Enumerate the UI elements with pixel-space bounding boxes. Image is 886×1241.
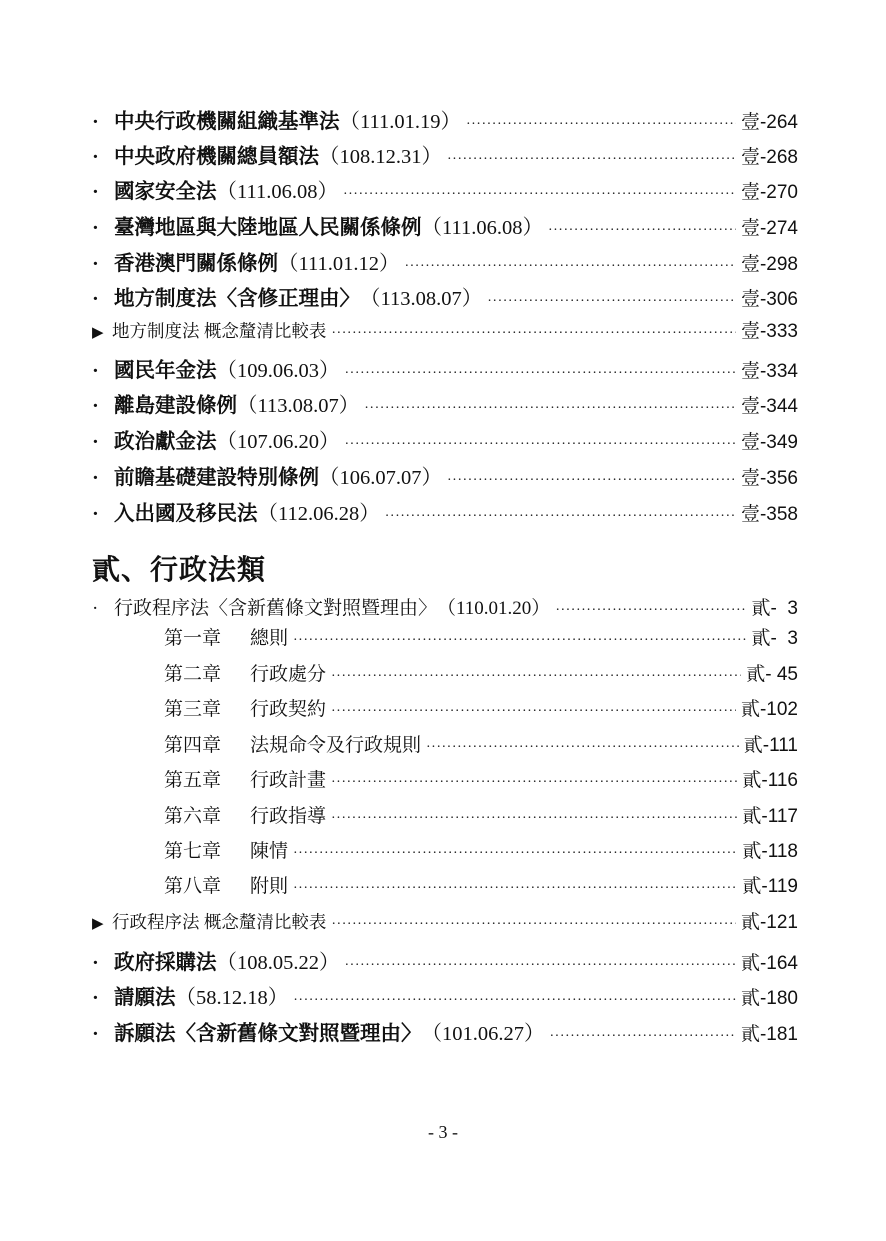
dot-leader xyxy=(331,670,741,684)
dot-leader xyxy=(548,224,736,238)
entry-date: （58.12.18） xyxy=(175,987,289,1009)
chapter-page: 貳-117 xyxy=(742,806,798,827)
entry-date: （113.08.07） xyxy=(237,395,360,417)
dot-leader xyxy=(385,510,736,524)
chapter-page: 貳-102 xyxy=(740,699,798,720)
entry-page: 壹-268 xyxy=(740,147,798,168)
dot-leader xyxy=(293,994,736,1008)
dot-leader xyxy=(426,741,739,755)
dot-leader xyxy=(404,260,735,274)
dot-leader xyxy=(447,153,736,167)
bullet-mark: · xyxy=(92,1023,99,1045)
chapter-page: 貳-119 xyxy=(742,876,798,897)
entry-title: 中央政府機關總員額法 xyxy=(114,146,319,168)
triangle-marker-icon: ▶ xyxy=(92,916,104,932)
entry-title: 行政程序法〈含新舊條文對照暨理由〉 xyxy=(114,598,438,619)
concept-table-entry[interactable] xyxy=(92,322,798,341)
toc-entry[interactable] xyxy=(92,1024,798,1045)
entry-title: 臺灣地區與大陸地區人民關係條例 xyxy=(114,217,422,239)
entry-title: 入出國及移民法 xyxy=(114,503,258,525)
dot-leader xyxy=(487,295,736,309)
entry-date: （108.05.22） xyxy=(216,952,340,974)
section-heading: 貳、行政法類 xyxy=(92,555,267,586)
entry-date: （111.06.08） xyxy=(216,181,338,203)
entry-page: 貳-181 xyxy=(740,1024,798,1045)
concept-table-entry[interactable] xyxy=(92,913,798,932)
dot-leader xyxy=(345,959,736,973)
entry-date: （101.06.27） xyxy=(421,1023,545,1045)
dot-leader xyxy=(331,812,737,826)
chapter-entry[interactable] xyxy=(164,842,798,861)
chapter-entry[interactable] xyxy=(164,629,798,648)
entry-page: 壹-334 xyxy=(740,361,798,382)
toc-entry[interactable] xyxy=(92,988,798,1009)
entry-title: 前瞻基礎建設特別條例 xyxy=(114,467,319,489)
entry-page: 壹-306 xyxy=(740,289,798,310)
toc-entry[interactable] xyxy=(92,218,798,239)
chapter-entry[interactable] xyxy=(164,771,798,790)
chapter-number: 第一章 xyxy=(164,628,222,649)
entry-title: 請願法 xyxy=(114,987,176,1009)
bullet-mark: · xyxy=(92,987,99,1009)
bullet-mark: · xyxy=(92,111,99,133)
entry-title: 國民年金法 xyxy=(114,360,217,382)
page-number: - 3 - xyxy=(428,1122,458,1142)
entry-date: （109.06.03） xyxy=(216,360,340,382)
chapter-name: 行政契約 xyxy=(250,699,327,720)
entry-page: 壹-358 xyxy=(740,504,798,525)
dot-leader xyxy=(345,438,736,452)
dot-leader xyxy=(466,118,736,132)
entry-title: 政府採購法 xyxy=(114,952,217,974)
chapter-number: 第八章 xyxy=(164,876,222,897)
toc-entry[interactable] xyxy=(92,432,798,453)
chapter-entry[interactable] xyxy=(164,700,798,719)
bullet-mark: · xyxy=(92,467,99,489)
entry-date: （111.01.19） xyxy=(339,111,461,133)
chapter-name: 附則 xyxy=(250,876,289,897)
chapter-entry[interactable] xyxy=(164,877,798,896)
toc-entry[interactable] xyxy=(92,289,798,310)
bullet-mark: · xyxy=(92,253,99,275)
bullet-mark: · xyxy=(92,598,99,619)
chapter-page: 貳-116 xyxy=(742,770,798,791)
dot-leader xyxy=(555,604,746,618)
bullet-mark: · xyxy=(92,181,99,203)
entry-page: 貳-180 xyxy=(740,988,798,1009)
dot-leader xyxy=(331,705,736,719)
toc-entry[interactable] xyxy=(92,147,798,168)
chapter-name: 法規命令及行政規則 xyxy=(250,735,422,756)
dot-leader xyxy=(343,188,736,202)
toc-entry[interactable] xyxy=(92,112,798,133)
entry-page: 貳-164 xyxy=(740,953,798,974)
toc-entry[interactable] xyxy=(92,361,798,382)
entry-title: 地方制度法 概念釐清比較表 xyxy=(112,321,327,341)
entry-title: 地方制度法〈含修正理由〉 xyxy=(114,288,360,310)
entry-page: 壹-349 xyxy=(740,432,798,453)
chapter-name: 總則 xyxy=(250,628,289,649)
chapter-number: 第五章 xyxy=(164,770,222,791)
bullet-mark: · xyxy=(92,288,99,310)
toc-entry[interactable] xyxy=(92,468,798,489)
chapter-page: 貳-111 xyxy=(743,735,798,756)
chapter-number: 第七章 xyxy=(164,841,222,862)
entry-page: 壹-264 xyxy=(740,112,798,133)
toc-entry[interactable] xyxy=(92,254,798,275)
dot-leader xyxy=(345,367,736,381)
chapter-name: 行政計畫 xyxy=(250,770,327,791)
toc-entry[interactable] xyxy=(92,953,798,974)
entry-date: （108.12.31） xyxy=(319,146,442,168)
bullet-mark: · xyxy=(92,431,99,453)
chapter-name: 陳情 xyxy=(250,841,289,862)
entry-date: （111.01.12） xyxy=(278,253,400,275)
entry-title: 香港澳門關係條例 xyxy=(114,253,278,275)
entry-date: （106.07.07） xyxy=(319,467,442,489)
chapter-name: 行政處分 xyxy=(250,664,327,685)
entry-page: 壹-344 xyxy=(740,396,798,417)
toc-entry[interactable] xyxy=(92,599,798,618)
dot-leader xyxy=(293,847,737,861)
dot-leader xyxy=(447,474,736,488)
chapter-number: 第四章 xyxy=(164,735,222,756)
entry-date: （112.06.28） xyxy=(257,503,380,525)
entry-page: 貳- 3 xyxy=(751,598,798,619)
entry-title: 政治獻金法 xyxy=(114,431,217,453)
entry-date: （111.06.08） xyxy=(421,217,543,239)
entry-title: 國家安全法 xyxy=(114,181,217,203)
chapter-entry[interactable] xyxy=(164,807,798,826)
entry-date: （107.06.20） xyxy=(216,431,340,453)
chapter-entry[interactable] xyxy=(164,665,798,684)
toc-entry[interactable] xyxy=(92,182,798,203)
dot-leader xyxy=(331,918,736,932)
chapter-number: 第三章 xyxy=(164,699,222,720)
bullet-mark: · xyxy=(92,146,99,168)
dot-leader xyxy=(364,402,736,416)
chapter-number: 第二章 xyxy=(164,664,222,685)
bullet-mark: · xyxy=(92,395,99,417)
entry-page: 壹-270 xyxy=(740,182,798,203)
entry-title: 離島建設條例 xyxy=(114,395,237,417)
dot-leader xyxy=(293,634,747,648)
dot-leader xyxy=(331,327,736,341)
toc-entry[interactable] xyxy=(92,504,798,525)
chapter-page: 貳- 45 xyxy=(746,664,798,685)
entry-title: 訴願法〈含新舊條文對照暨理由〉 xyxy=(114,1023,422,1045)
bullet-mark: · xyxy=(92,503,99,525)
bullet-mark: · xyxy=(92,952,99,974)
entry-title: 行政程序法 概念釐清比較表 xyxy=(112,912,327,932)
triangle-marker-icon: ▶ xyxy=(92,325,104,341)
chapter-number: 第六章 xyxy=(164,806,222,827)
toc-entry[interactable] xyxy=(92,396,798,417)
chapter-page: 貳- 3 xyxy=(751,628,798,649)
chapter-page: 貳-118 xyxy=(742,841,798,862)
entry-page: 壹-333 xyxy=(740,321,798,342)
chapter-entry[interactable] xyxy=(164,736,798,755)
dot-leader xyxy=(331,776,737,790)
dot-leader xyxy=(550,1030,736,1044)
dot-leader xyxy=(293,882,737,896)
entry-page: 壹-356 xyxy=(740,468,798,489)
entry-date: （113.08.07） xyxy=(360,288,483,310)
bullet-mark: · xyxy=(92,217,99,239)
chapter-name: 行政指導 xyxy=(250,806,327,827)
entry-page: 壹-298 xyxy=(740,254,798,275)
entry-date: （110.01.20） xyxy=(437,598,551,619)
entry-page: 壹-274 xyxy=(740,218,798,239)
bullet-mark: · xyxy=(92,360,99,382)
entry-title: 中央行政機關組織基準法 xyxy=(114,111,340,133)
entry-page: 貳-121 xyxy=(740,912,798,933)
